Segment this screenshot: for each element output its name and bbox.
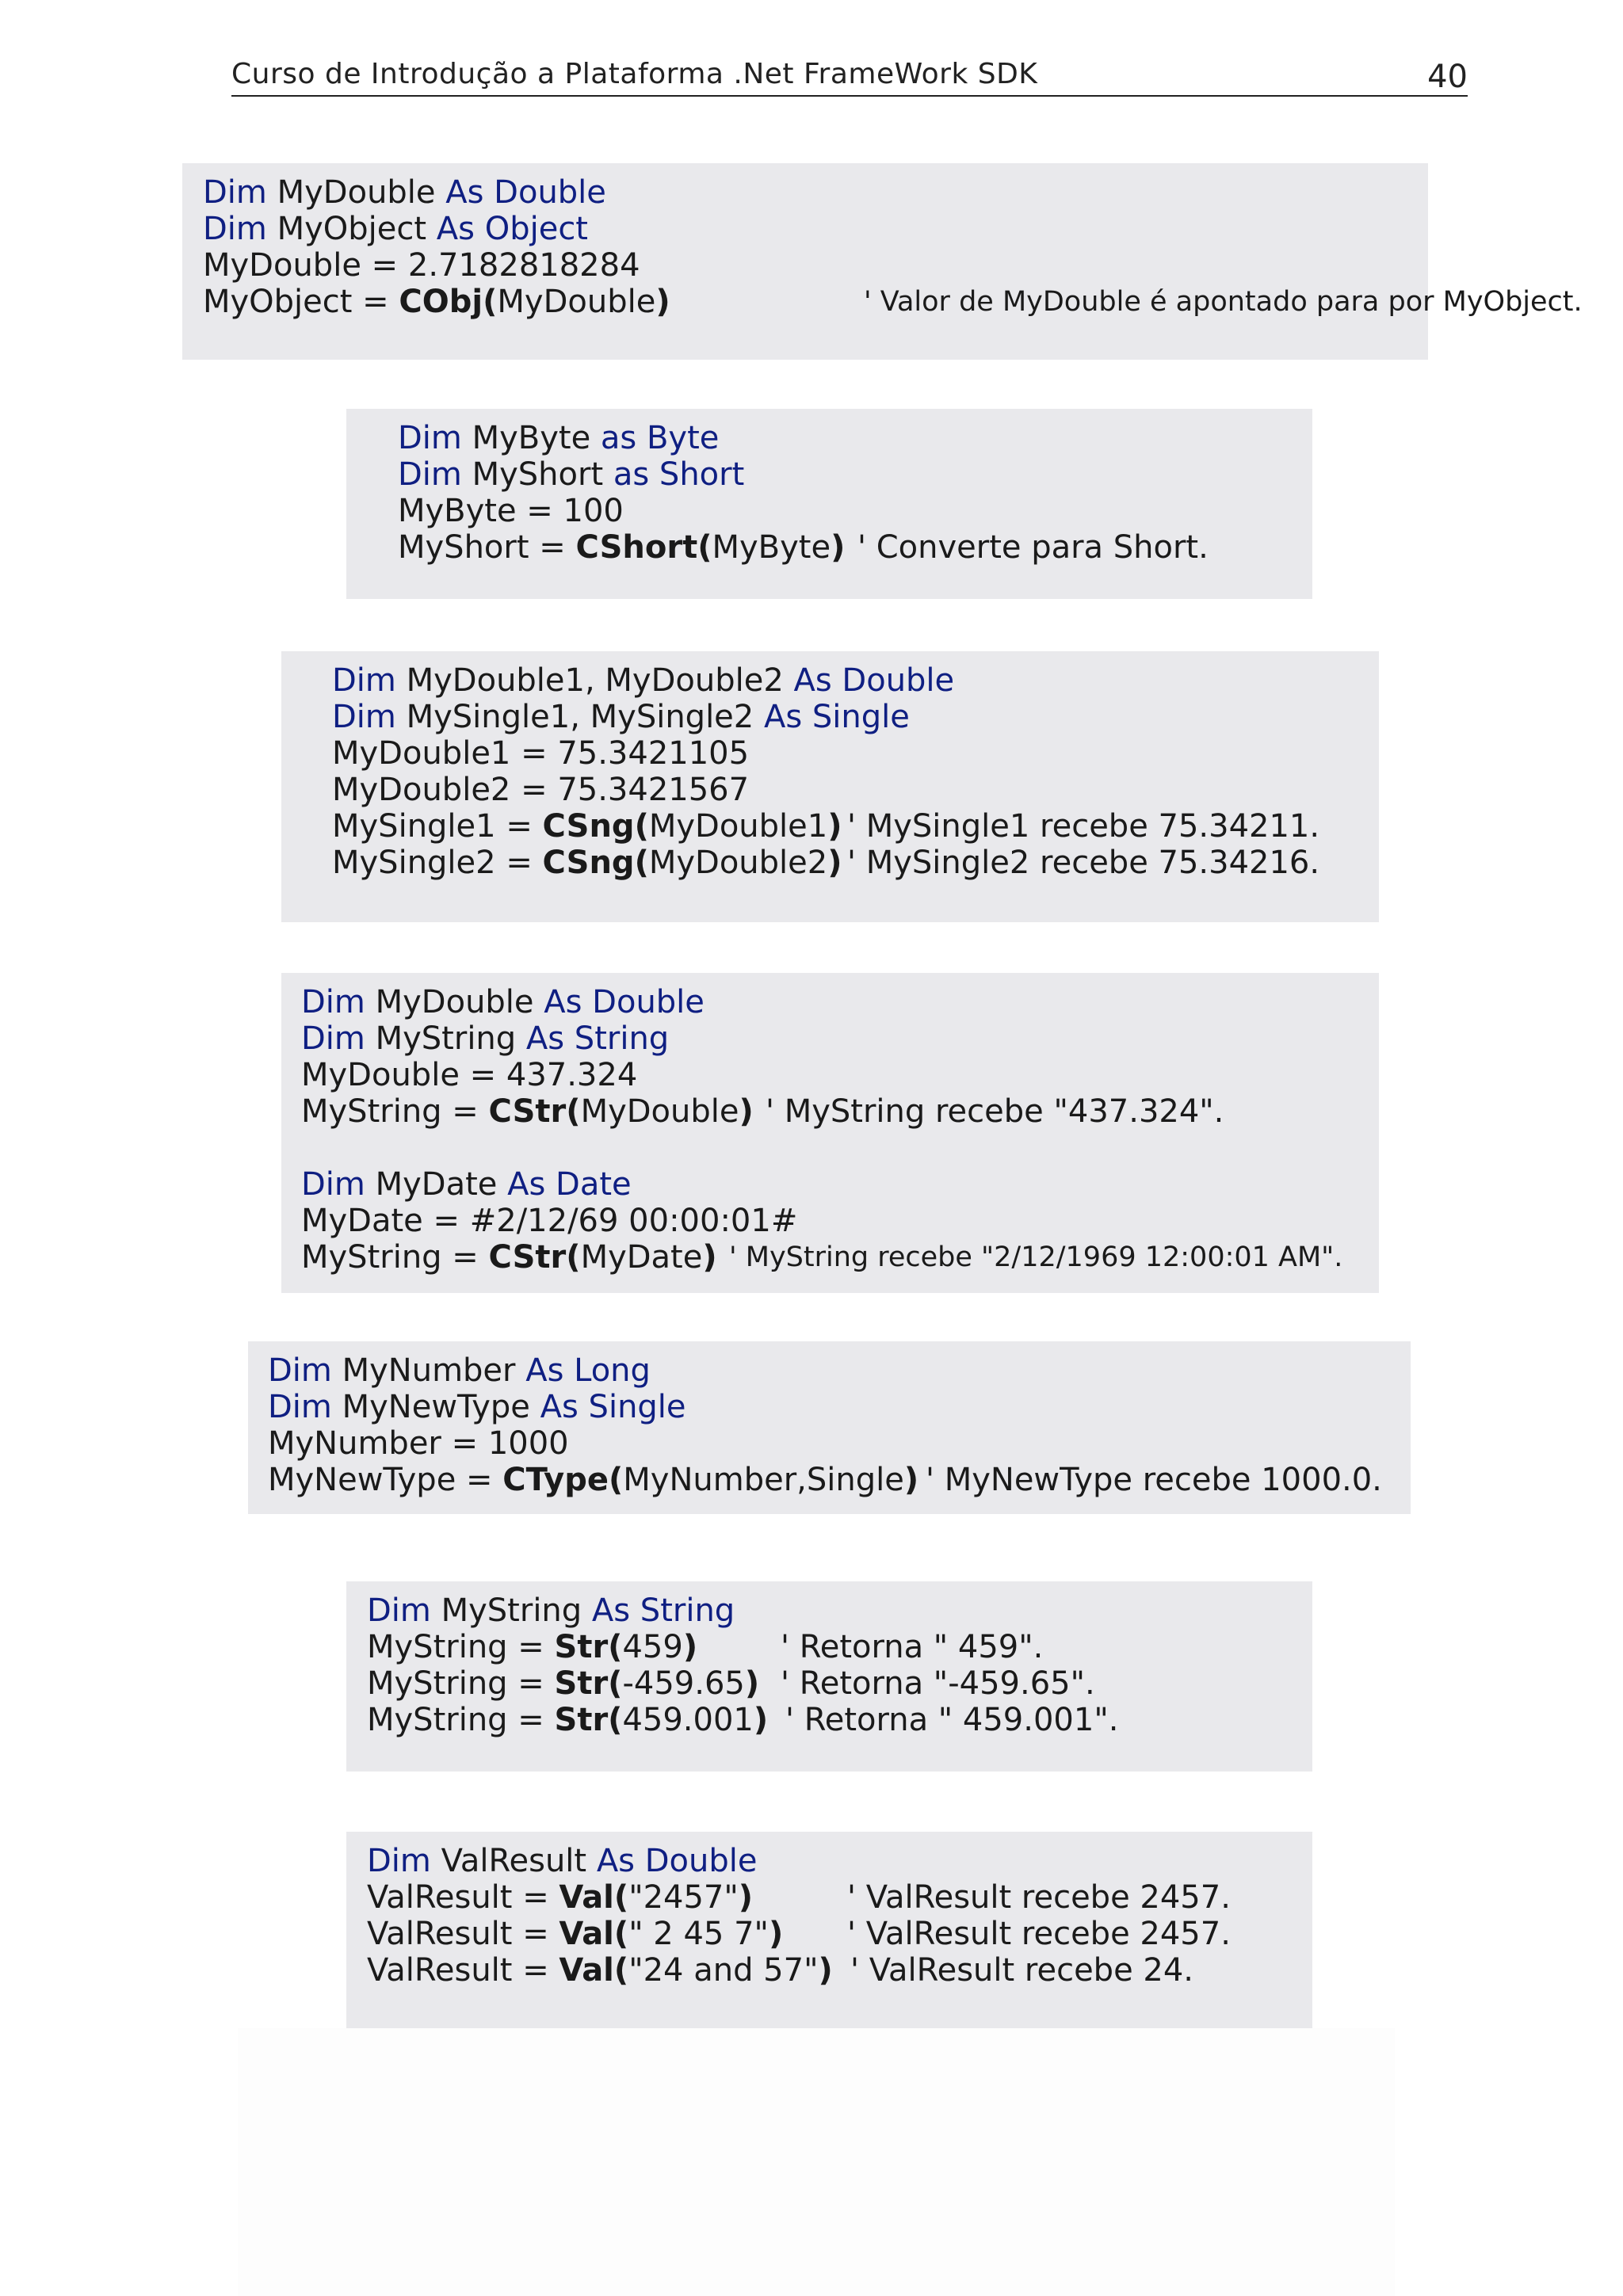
keyword: Dim xyxy=(203,174,267,211)
keyword: Dim xyxy=(268,1389,332,1425)
statement: MyShort = xyxy=(398,529,576,566)
closing-paren: ) xyxy=(818,1952,833,1989)
code-block-cobj xyxy=(182,163,1583,360)
code-line xyxy=(203,211,1428,247)
identifier: MyShort xyxy=(472,456,604,493)
identifier: MyNumber xyxy=(342,1352,516,1389)
keyword: As Double xyxy=(445,174,606,211)
keyword: Dim xyxy=(367,1592,431,1629)
code-line xyxy=(332,808,1379,845)
code-line: MyDouble1 = 75.3421105 xyxy=(332,735,750,772)
identifier: MyString xyxy=(375,1020,517,1057)
keyword: Dim xyxy=(301,1166,365,1203)
code-line xyxy=(268,1462,1411,1498)
statement: MyString = xyxy=(367,1665,555,1702)
code-comment: ' MySingle2 recebe 75.34216. xyxy=(847,845,1320,881)
argument: " 2 45 7" xyxy=(628,1916,769,1952)
code-line xyxy=(367,1843,1312,1879)
code-line: MyDouble = 2.7182818284 xyxy=(203,247,640,284)
closing-paren: ) xyxy=(702,1239,717,1276)
code-line xyxy=(367,1916,1312,1952)
function-name: CType( xyxy=(502,1462,624,1498)
statement: MyString = xyxy=(367,1702,555,1738)
header-title: Curso de Introdução a Plataforma .Net FrameWork SDK xyxy=(231,58,1038,90)
code-comment: ' MySingle1 recebe 75.34211. xyxy=(847,808,1320,845)
keyword: Dim xyxy=(398,420,462,456)
code-block-cstr xyxy=(281,973,1379,1293)
code-line xyxy=(203,284,1583,320)
statement: MyString = xyxy=(301,1239,489,1276)
argument: MyByte xyxy=(712,529,831,566)
code-line xyxy=(398,456,1312,493)
code-line: MyByte = 100 xyxy=(398,493,624,529)
function-name: Str( xyxy=(554,1629,623,1665)
code-block-cshort xyxy=(346,409,1312,599)
code-comment: ' MyString recebe "437.324". xyxy=(766,1093,1224,1130)
closing-paren: ) xyxy=(753,1702,769,1738)
code-line xyxy=(367,1629,1312,1665)
function-name: Val( xyxy=(559,1952,629,1989)
code-line: MyDate = #2/12/69 00:00:01# xyxy=(301,1203,798,1239)
code-line: MyDouble = 437.324 xyxy=(301,1057,638,1093)
statement: MySingle2 = xyxy=(332,845,543,881)
argument: MyDouble1 xyxy=(648,808,828,845)
function-name: CStr( xyxy=(488,1239,581,1276)
argument: "2457" xyxy=(628,1879,739,1916)
code-block-csng xyxy=(281,651,1379,922)
code-comment: ' MyString recebe "2/12/1969 12:00:01 AM". xyxy=(729,1241,1343,1273)
code-comment: ' ValResult recebe 2457. xyxy=(847,1916,1231,1952)
identifier: MyDouble xyxy=(375,984,534,1020)
code-line xyxy=(332,662,1379,699)
code-line: MyNumber = 1000 xyxy=(268,1425,569,1462)
function-name: Val( xyxy=(559,1879,629,1916)
identifier: MyObject xyxy=(277,211,427,247)
keyword: Dim xyxy=(203,211,267,247)
closing-paren: ) xyxy=(903,1462,919,1498)
keyword: Dim xyxy=(398,456,462,493)
code-comment: ' Retorna " 459.001". xyxy=(785,1702,1119,1738)
code-line xyxy=(367,1665,1312,1702)
identifier: MyDate xyxy=(375,1166,498,1203)
function-name: CStr( xyxy=(488,1093,581,1130)
code-line xyxy=(367,1592,1312,1629)
statement: ValResult = xyxy=(367,1952,559,1989)
statement: MySingle1 = xyxy=(332,808,543,845)
statement: MyString = xyxy=(367,1629,555,1665)
closing-paren: ) xyxy=(739,1093,754,1130)
keyword: As Double xyxy=(793,662,955,699)
keyword: As Long xyxy=(525,1352,651,1389)
keyword: Dim xyxy=(332,662,396,699)
function-name: CSng( xyxy=(542,808,649,845)
code-comment: ' Retorna " 459". xyxy=(781,1629,1044,1665)
code-line xyxy=(367,1879,1312,1916)
closing-paren: ) xyxy=(831,529,846,566)
argument: MyDouble xyxy=(497,284,656,320)
keyword: As Single xyxy=(540,1389,686,1425)
code-line xyxy=(301,1166,1379,1203)
code-comment: ' Converte para Short. xyxy=(857,529,1209,566)
code-block-val xyxy=(346,1832,1312,2028)
keyword: Dim xyxy=(268,1352,332,1389)
identifier: MyByte xyxy=(472,420,591,456)
closing-paren: ) xyxy=(827,845,842,881)
argument: 459 xyxy=(622,1629,683,1665)
function-name: Val( xyxy=(559,1916,629,1952)
code-comment: ' Retorna "-459.65". xyxy=(781,1665,1095,1702)
code-line xyxy=(301,984,1379,1020)
identifier: MyNewType xyxy=(342,1389,530,1425)
statement: MyObject = xyxy=(203,284,399,320)
code-line xyxy=(398,529,1312,566)
code-line xyxy=(398,420,1312,456)
identifier: MyDouble1, MyDouble2 xyxy=(406,662,784,699)
code-line xyxy=(301,1093,1379,1130)
identifier: ValResult xyxy=(441,1843,587,1879)
statement: MyNewType = xyxy=(268,1462,503,1498)
code-comment: ' Valor de MyDouble é apontado para por MyObject. xyxy=(864,286,1583,318)
statement: ValResult = xyxy=(367,1916,559,1952)
keyword: As Single xyxy=(763,699,910,735)
argument: 459.001 xyxy=(622,1702,754,1738)
keyword: Dim xyxy=(301,984,365,1020)
keyword: As Double xyxy=(596,1843,758,1879)
identifier: MySingle1, MySingle2 xyxy=(406,699,754,735)
keyword: as Short xyxy=(613,456,745,493)
code-comment: ' ValResult recebe 24. xyxy=(850,1952,1194,1989)
function-name: CObj( xyxy=(399,284,498,320)
statement: ValResult = xyxy=(367,1879,559,1916)
argument: MyNumber,Single xyxy=(623,1462,904,1498)
page-number: 40 xyxy=(1427,59,1468,95)
code-line xyxy=(268,1389,1411,1425)
code-line xyxy=(367,1702,1312,1738)
keyword: Dim xyxy=(301,1020,365,1057)
code-line xyxy=(367,1952,1312,1989)
argument: "24 and 57" xyxy=(628,1952,819,1989)
keyword: As String xyxy=(525,1020,670,1057)
code-block-str xyxy=(346,1581,1312,1772)
code-line xyxy=(301,1020,1379,1057)
closing-paren: ) xyxy=(682,1629,698,1665)
closing-paren: ) xyxy=(827,808,842,845)
keyword: Dim xyxy=(367,1843,431,1879)
closing-paren: ) xyxy=(738,1879,754,1916)
keyword: As Object xyxy=(436,211,588,247)
code-line: MyDouble2 = 75.3421567 xyxy=(332,772,750,808)
function-name: Str( xyxy=(554,1702,623,1738)
identifier: MyString xyxy=(441,1592,582,1629)
argument: -459.65 xyxy=(622,1665,745,1702)
statement: MyString = xyxy=(301,1093,489,1130)
blank-line xyxy=(301,1130,1379,1166)
code-block-ctype xyxy=(248,1341,1411,1514)
keyword: As Double xyxy=(544,984,705,1020)
code-line xyxy=(203,174,1428,211)
code-line xyxy=(268,1352,1411,1389)
keyword: As String xyxy=(591,1592,735,1629)
closing-paren: ) xyxy=(768,1916,784,1952)
code-line xyxy=(332,699,1379,735)
argument: MyDate xyxy=(580,1239,703,1276)
page-header xyxy=(231,54,1468,97)
function-name: CShort( xyxy=(575,529,712,566)
keyword: as Byte xyxy=(600,420,720,456)
code-comment: ' ValResult recebe 2457. xyxy=(847,1879,1231,1916)
closing-paren: ) xyxy=(744,1665,760,1702)
code-line xyxy=(301,1239,1379,1276)
function-name: CSng( xyxy=(542,845,649,881)
code-line xyxy=(332,845,1379,881)
identifier: MyDouble xyxy=(277,174,436,211)
code-comment: ' MyNewType recebe 1000.0. xyxy=(926,1462,1382,1498)
keyword: As Date xyxy=(507,1166,632,1203)
function-name: Str( xyxy=(554,1665,623,1702)
argument: MyDouble2 xyxy=(648,845,828,881)
page-background-area xyxy=(238,2028,1395,2296)
argument: MyDouble xyxy=(580,1093,739,1130)
keyword: Dim xyxy=(332,699,396,735)
closing-paren: ) xyxy=(655,284,670,320)
